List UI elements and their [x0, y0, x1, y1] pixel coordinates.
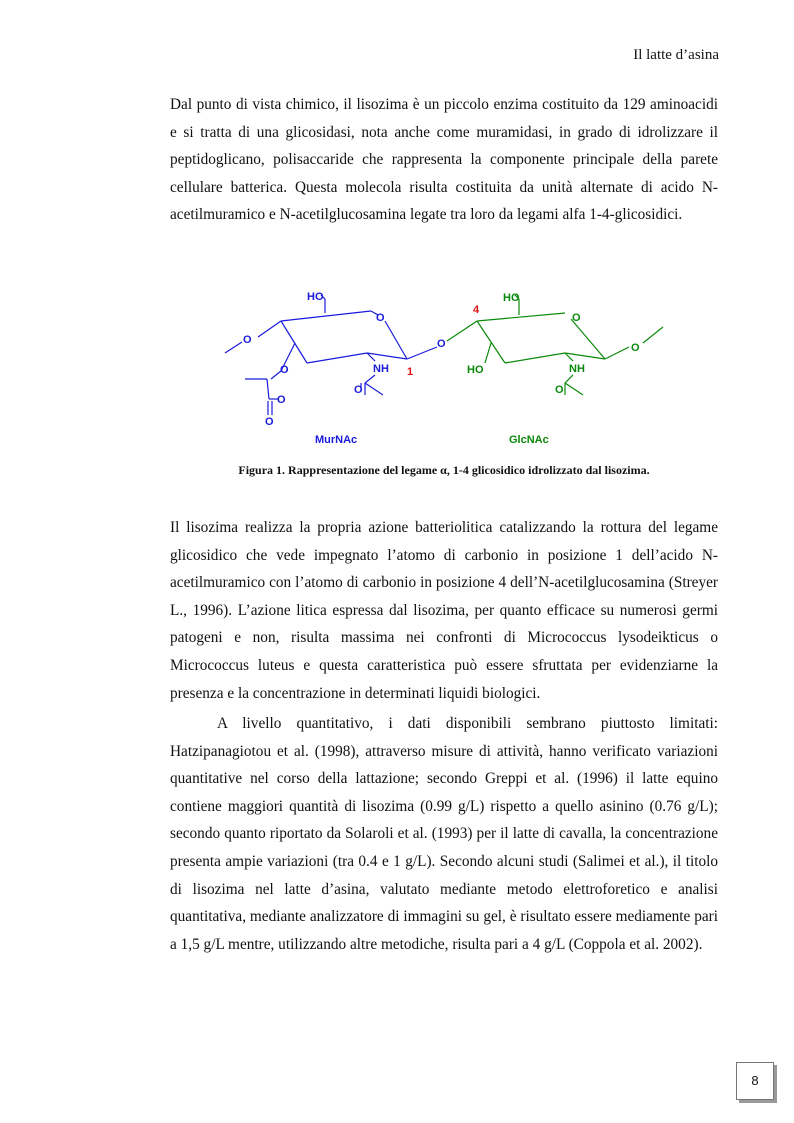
glcnac-ring-o: O: [572, 312, 581, 324]
figure-caption: Figura 1. Rappresentazione del legame α, 1-4 glicosidico idrolizzato dal lisozima.: [238, 463, 650, 477]
glcnac-ho-top: HO: [503, 292, 520, 304]
glcnac-acetyl-o: O: [555, 384, 564, 396]
running-header: Il latte d’asina: [633, 47, 719, 63]
glcnac-nh: NH: [569, 363, 585, 375]
murnac-structure: [225, 295, 437, 415]
paragraph-lysozyme-chemistry: Dal punto di vista chimico, il lisozima è un piccolo enzima costituito da 129 aminoacidi e si tratta di una glicosidasi, nota anche come muramidasi, in grado di idrolizzare il peptidoglicano, polisaccaride che rappresenta la componente principale della parete cellulare batterica. Questa molecola risulta costituita da unità alternate di acido N-acetilmuramico e N-acetilglucosamina legate tra loro da legami alfa 1-4-glicosidici.: [170, 96, 718, 224]
murnac-ether-o: O: [280, 364, 289, 376]
murnac-acetyl-o: O: [354, 384, 363, 396]
figure-glycosidic-bond: [215, 283, 675, 453]
murnac-left-o: O: [243, 334, 252, 346]
murnac-ring-o: O: [376, 312, 385, 324]
murnac-nh: NH: [373, 363, 389, 375]
page-number: 8: [736, 1062, 774, 1100]
murnac-ho: HO: [307, 291, 324, 303]
murnac-carbonyl-o: O: [277, 394, 286, 406]
position-label-c1: 1: [407, 366, 414, 378]
murnac-label: MurNAc: [315, 434, 358, 446]
bridge-oxygen: O: [437, 338, 446, 350]
glcnac-ho-left: HO: [467, 364, 484, 376]
paragraph-quantitative-data: A livello quantitativo, i dati disponibili sembrano piuttosto limitati: Hatzipanagiotou et al. (1998), attraverso misure di attività, hanno verificato variazioni quantitative nel corso della lattazione; secondo Greppi et al. (1996) il latte equino contiene maggiori quantità di lisozima (0.99 g/L) rispetto a quello asinino (0.76 g/L); secondo quanto riportato da Solaroli et al. (1993) per il latte di cavalla, la concentrazione presenta ampie variazioni (tra 0.4 e 1 g/L). Secondo alcuni studi (Salimei et al.), il titolo di lisozima nel latte d’asina, valutato mediante metodo elettroforetico e analisi quantitativa, mediante analizzatore di immagini su gel, è risultato essere mediamente pari a 1,5 g/L mentre, utilizzando altre metodiche, risulta pari a 4 g/L (Coppola et al. 2002).: [170, 715, 718, 953]
glcnac-label: GlcNAc: [509, 434, 549, 446]
glcnac-right-o: O: [631, 342, 640, 354]
position-label-c4: 4: [473, 304, 480, 316]
murnac-ester-o: O: [265, 416, 274, 428]
chemical-structure-diagram: [215, 283, 675, 453]
paragraph-bacteriolytic-action: Il lisozima realizza la propria azione batteriolitica catalizzando la rottura del legame glicosidico che vede impegnato l’atomo di carbonio in posizione 1 dell’acido N-acetilmuramico con l’atomo di carbonio in posizione 4 dell’N-acetilglucosamina (Streyer L., 1996). L’azione litica espressa dal lisozima, per quanto efficace su numerosi germi patogeni e non, risulta massima nei confronti di Micrococcus lysodeikticus o Micrococcus luteus e questa caratteristica può essere sfruttata per evidenziarne la presenza e la concentrazione in determinati liquidi biologici.: [170, 519, 718, 702]
